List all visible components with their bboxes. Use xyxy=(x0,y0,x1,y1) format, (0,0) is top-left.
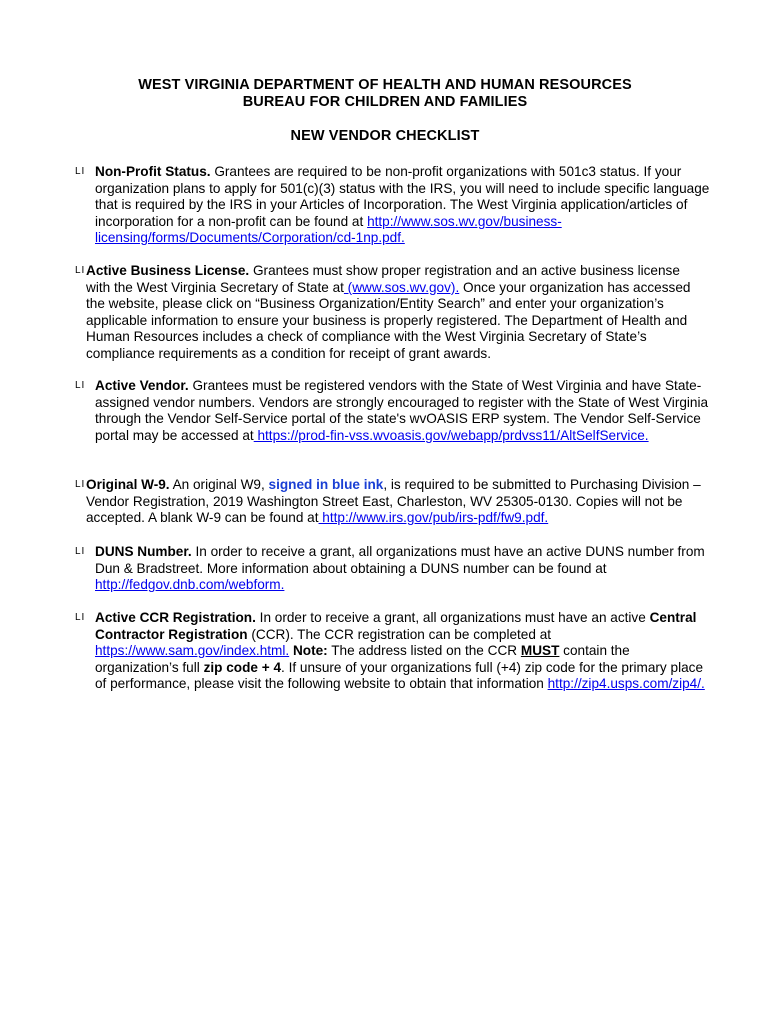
bureau-heading: BUREAU FOR CHILDREN AND FAMILIES xyxy=(242,94,528,110)
sos-website-link[interactable]: (www.sos.wv.gov). xyxy=(343,279,460,295)
item-label: Active Vendor. xyxy=(95,378,189,393)
checkbox-bullet-icon[interactable]: LI xyxy=(75,479,86,490)
ccr-full-name: Central Contractor Registration xyxy=(95,610,697,642)
duns-webform-link[interactable]: http://fedgov.dnb.com/webform. xyxy=(95,577,285,593)
note-text-continued: contain the organization’s full xyxy=(95,643,630,675)
note-label: Note: xyxy=(289,643,328,659)
item-body xyxy=(95,164,715,247)
department-heading: WEST VIRGINIA DEPARTMENT OF HEALTH AND HUMAN RESOURCES xyxy=(138,77,632,93)
item-text-continued: , is required to be submitted to Purchasing Division – Vendor Registration, 2019 Washington Street East, Charleston, WV 25305-0130. Copies will not be accepted. A blank W-9 can be found at xyxy=(86,477,701,526)
sam-gov-link[interactable]: https://www.sam.gov/index.html. xyxy=(95,643,290,659)
item-body xyxy=(95,544,715,594)
item-label: Active Business License. xyxy=(86,263,250,278)
item-text: Grantees must show proper registration and an active business license with the West Virginia Secretary of State at xyxy=(86,263,680,295)
item-text: In order to receive a grant, all organizations must have an active DUNS number from Dun & Bradstreet. More information about obtaining a DUNS number can be found at xyxy=(95,544,705,576)
zip-code-emphasis: zip code + 4 xyxy=(203,659,282,675)
note-text-final: . If unsure of your organizations full (+4) zip code for the primary place of performance, please visit the following website to obtain that information xyxy=(95,659,704,692)
nonprofit-form-link[interactable]: http://www.sos.wv.gov/business-licensing/forms/Documents/Corporation/cd-1np.pdf. xyxy=(95,213,562,246)
item-body xyxy=(86,263,706,363)
checkbox-bullet-icon[interactable]: LI xyxy=(75,612,86,623)
item-label: Original W-9. xyxy=(86,477,170,492)
w9-form-link[interactable]: http://www.irs.gov/pub/irs-pdf/fw9.pdf. xyxy=(318,510,549,526)
item-body xyxy=(86,477,706,527)
checklist-title: NEW VENDOR CHECKLIST xyxy=(290,128,480,144)
note-text: The address listed on the CCR xyxy=(327,643,521,659)
checkbox-bullet-icon[interactable]: LI xyxy=(75,166,86,177)
checkbox-bullet-icon[interactable]: LI xyxy=(75,265,86,276)
zip4-lookup-link[interactable]: http://zip4.usps.com/zip4/. xyxy=(547,676,705,692)
item-label: DUNS Number. xyxy=(95,544,192,559)
item-text: An original W9, xyxy=(169,477,269,492)
vendor-self-service-link[interactable]: https://prod-fin-vss.wvoasis.gov/webapp/prdvss11/AltSelfService. xyxy=(253,427,649,443)
item-label: Active CCR Registration. xyxy=(95,610,256,625)
must-emphasis: MUST xyxy=(520,643,560,659)
item-body xyxy=(95,378,715,444)
item-text: Grantees must be registered vendors with the State of West Virginia and have State-assigned vendor numbers. Vendors are strongly encouraged to register with the State of West Virginia through the Vendor Self-Service portal of the state's wvOASIS ERP system. The Vendor Self-Service portal may be accessed at xyxy=(95,378,709,443)
item-text-continued: (CCR). The CCR registration can be completed at xyxy=(247,626,552,642)
item-text: In order to receive a grant, all organizations must have an active xyxy=(255,610,650,625)
item-text: Grantees are required to be non-profit organizations with 501c3 status. If your organization plans to apply for 501(c)(3) status with the IRS, you will need to include specific language that is required by the IRS in your Articles of Incorporation. The West Virginia application/articles of incorporation for a non-profit can be found at xyxy=(95,164,710,229)
item-body xyxy=(95,610,715,693)
checkbox-bullet-icon[interactable]: LI xyxy=(75,546,86,557)
blue-ink-emphasis: signed in blue ink xyxy=(268,477,384,492)
checkbox-bullet-icon[interactable]: LI xyxy=(75,380,86,391)
item-label: Non-Profit Status. xyxy=(95,164,211,179)
item-text-continued: Once your organization has accessed the website, please click on “Business Organization/Entity Search” and enter your organization’s applicable information to ensure your business is properly registered. The Department of Health and Human Resources includes a check of compliance with the West Virginia Secretary of State’s compliance requirements as a condition for receipt of grant awards. xyxy=(86,279,691,361)
